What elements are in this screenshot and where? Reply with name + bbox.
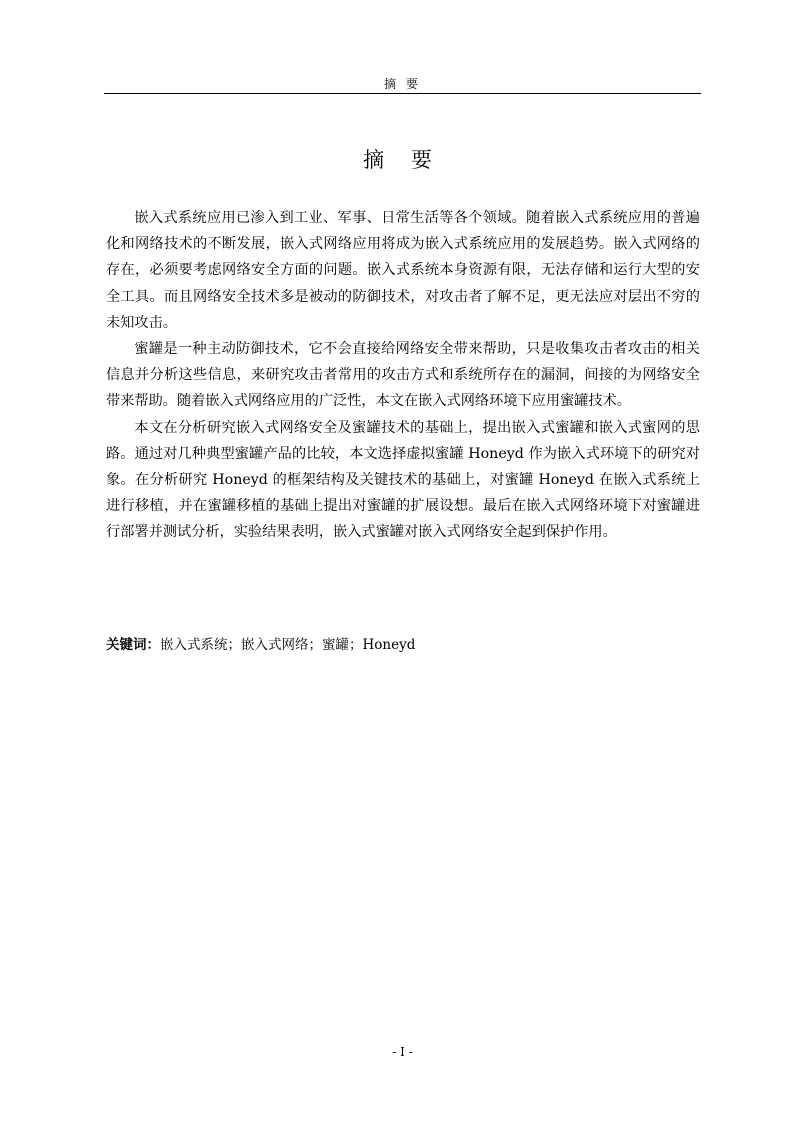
keywords-text: 嵌入式系统；嵌入式网络；蜜罐；Honeyd <box>160 637 416 653</box>
abstract-title: 摘 要 <box>363 148 442 172</box>
abstract-body <box>106 205 700 546</box>
keywords-line <box>106 634 700 656</box>
header-rule <box>104 93 701 94</box>
abstract-paragraph-2: 蜜罐是一种主动防御技术，它不会直接给网络安全带来帮助，只是收集攻击者攻击的相关信息并分析这些信息，来研究攻击者常用的攻击方式和系统所存在的漏洞，间接的为网络安全带来帮助。随着嵌入式网络应用的广泛性，本文在嵌入式网络环境下应用蜜罐技术。 <box>106 341 700 410</box>
abstract-paragraph-3: 本文在分析研究嵌入式网络安全及蜜罐技术的基础上，提出嵌入式蜜罐和嵌入式蜜网的思路。通过对几种典型蜜罐产品的比较，本文选择虚拟蜜罐 Honeyd 作为嵌入式环境下的研究对象。在分析研究 Honeyd 的框架结构及关键技术的基础上，对蜜罐 Honeyd 在嵌入式系统上进行移植，并在蜜罐移植的基础上提出对蜜罐的扩展设想。最后在嵌入式网络环境下对蜜罐进行部署并测试分析，实验结果表明，嵌入式蜜罐对嵌入式网络安全起到保护作用。 <box>106 419 700 541</box>
abstract-paragraph-1: 嵌入式系统应用已渗入到工业、军事、日常生活等各个领域。随着嵌入式系统应用的普遍化和网络技术的不断发展，嵌入式网络应用将成为嵌入式系统应用的发展趋势。嵌入式网络的存在，必须要考虑网络安全方面的问题。嵌入式系统本身资源有限，无法存储和运行大型的安全工具。而且网络安全技术多是被动的防御技术，对攻击者了解不足，更无法应对层出不穷的未知攻击。 <box>106 210 700 331</box>
keywords-label: 关键词： <box>106 637 160 653</box>
running-header: 摘 要 <box>384 77 421 91</box>
page-number: - I - <box>392 1045 413 1059</box>
